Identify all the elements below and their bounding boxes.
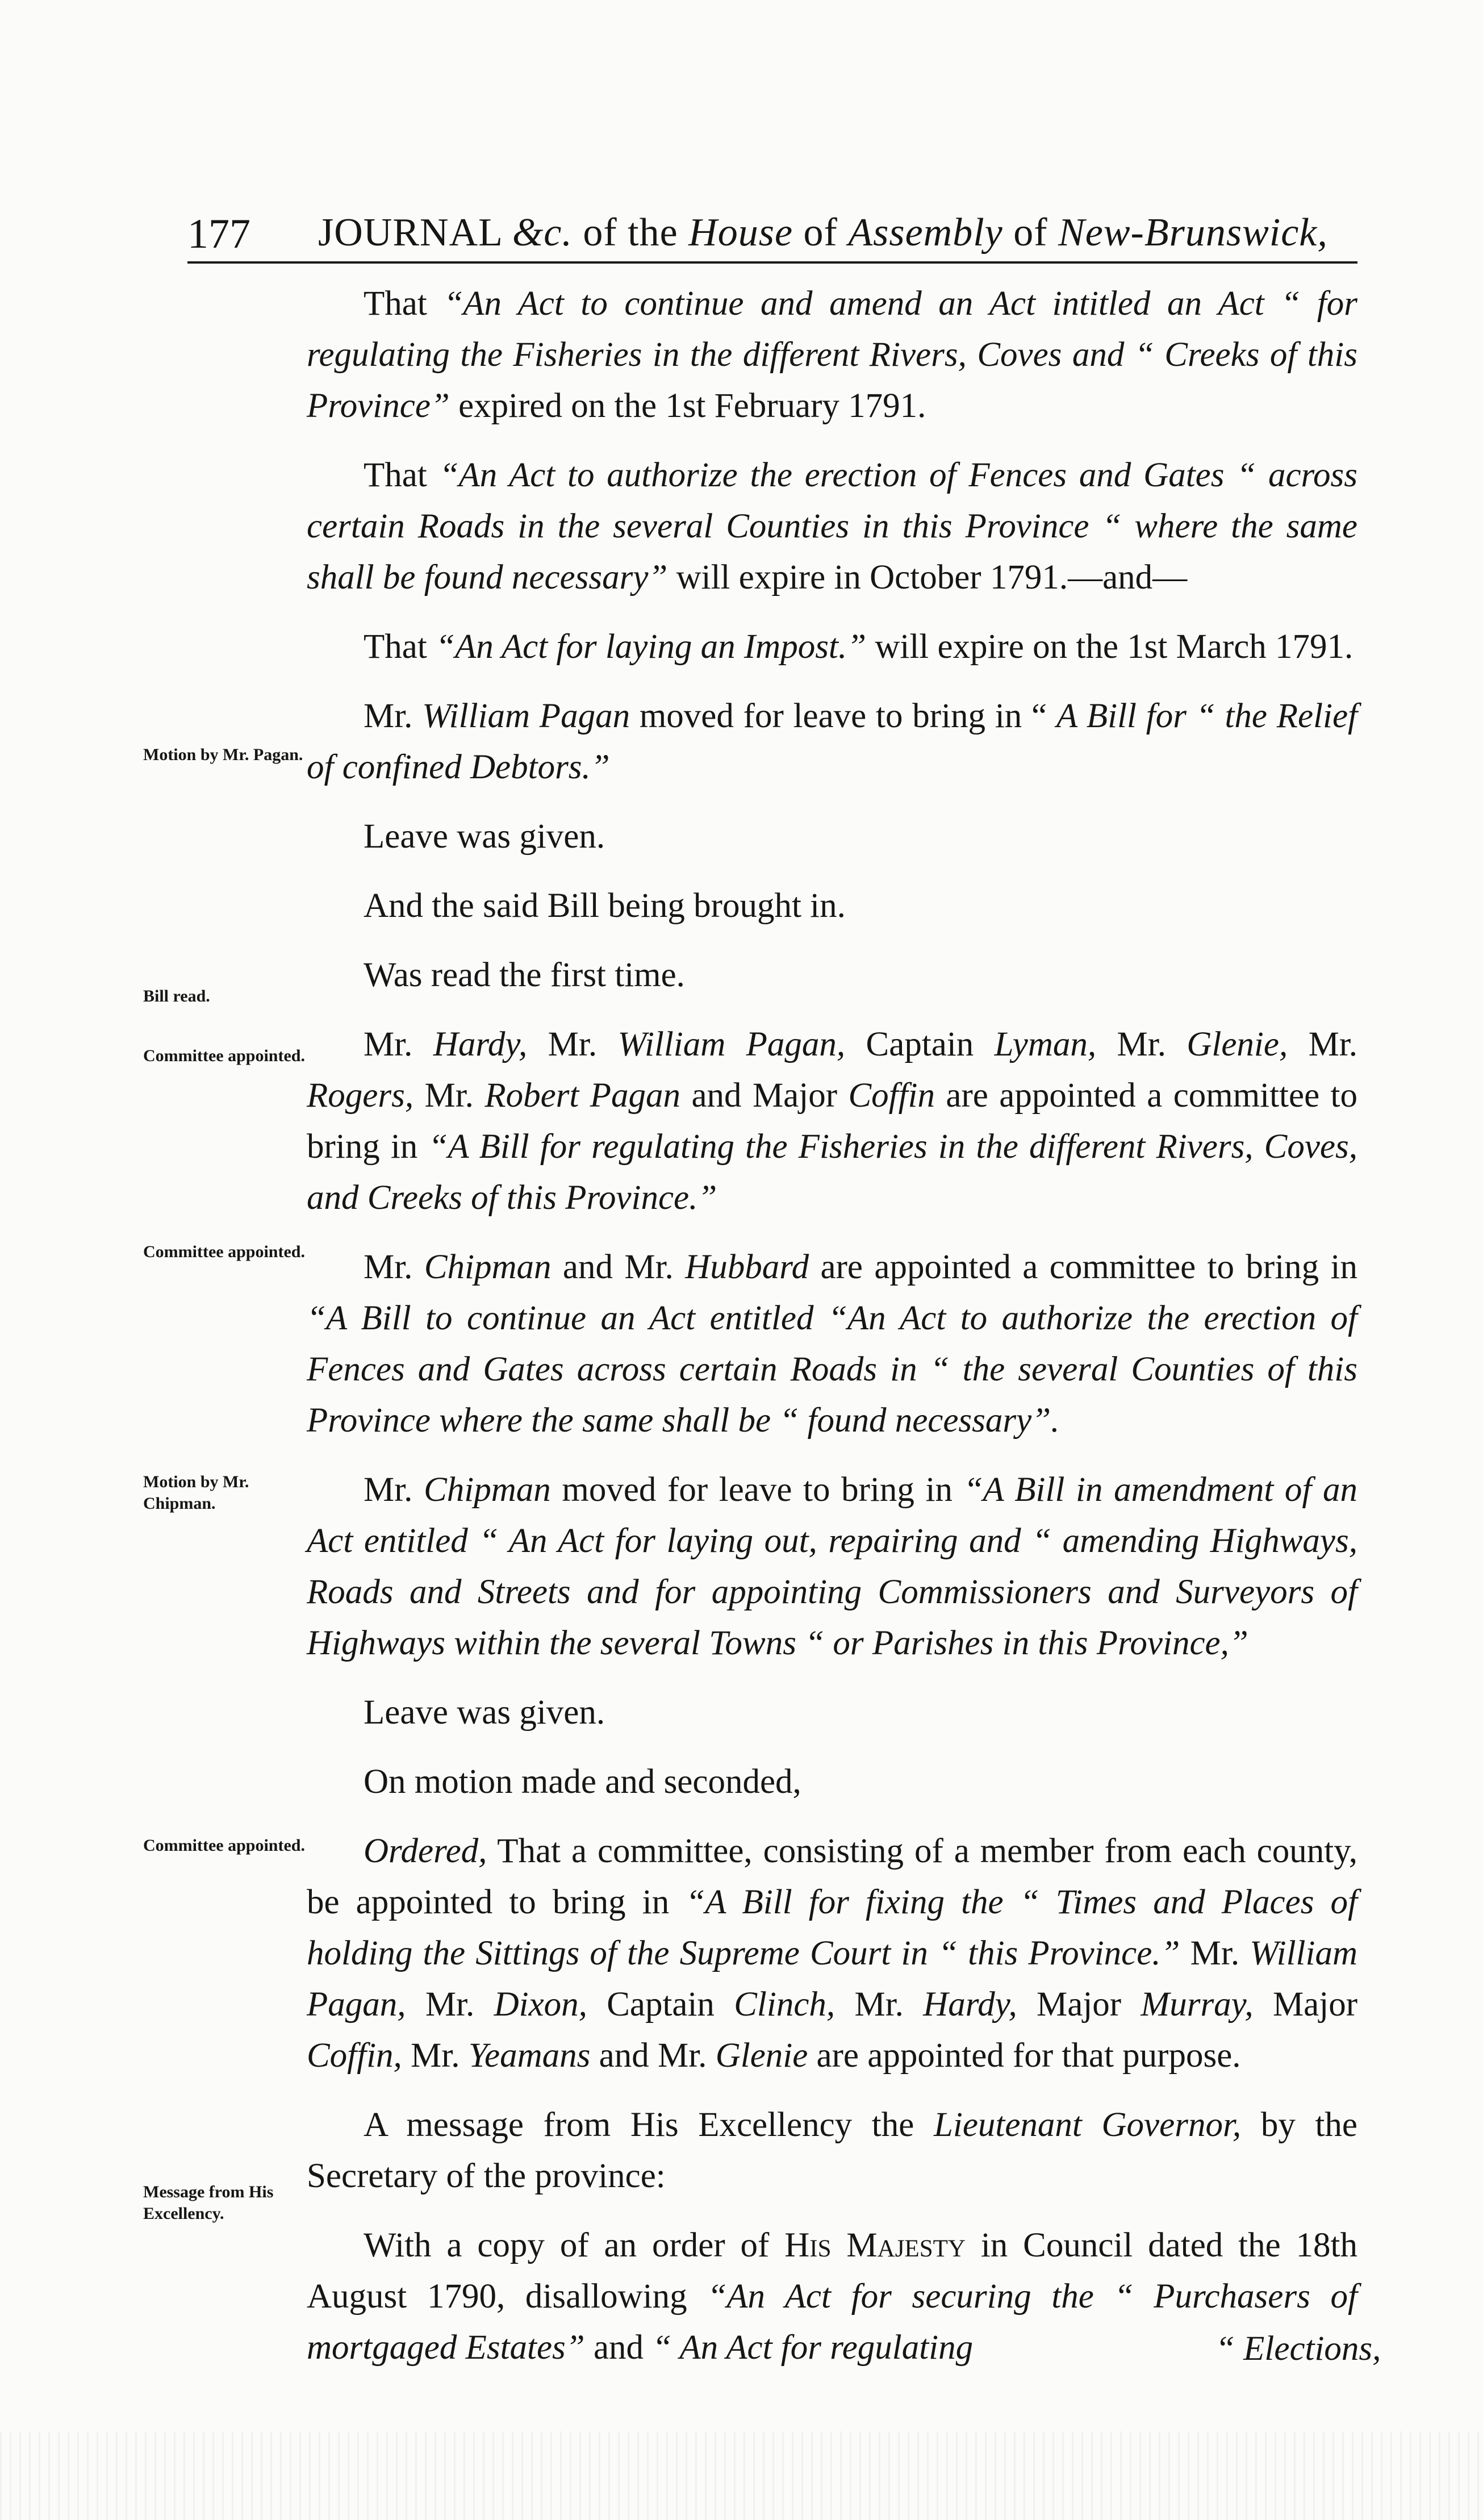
journal-body <box>307 278 1357 2392</box>
paragraph: A message from His Excellency the Lieutenant Governor, by the Secretary of the province: <box>307 2106 1357 2195</box>
margin-note: Committee appointed. <box>143 1836 305 1855</box>
page-edge-speckle <box>0 2431 1483 2520</box>
paragraph: That “An Act for laying an Impost.” will expire on the 1st March 1791. <box>364 628 1354 666</box>
margin-note: Message from His Excellency. <box>143 2183 274 2223</box>
paragraph: Was read the first time. <box>364 956 685 994</box>
paragraph: Ordered, That a committee, consisting of a member from each county, be appointed to bring in “A Bill for fixing the “ Times and Places of holding the Sittings of the Supreme Court in “ this Province.” Mr. William Pagan, Mr. Dixon, Captain Clinch, Mr. Hardy, Major Murray, Major Coffin, Mr. Yeamans and Mr. Glenie are appointed for that purpose. <box>307 1832 1358 2075</box>
catchword: “ Elections, <box>1215 2330 1381 2368</box>
margin-note: Motion by Mr. Pagan. <box>143 745 303 764</box>
paragraph: On motion made and seconded, <box>364 1763 801 1801</box>
running-header <box>187 205 1357 264</box>
paragraph: Leave was given. <box>364 817 605 856</box>
paragraph: Mr. Chipman moved for leave to bring in “A Bill in amendment of an Act entitled “ An Act for laying out, repairing and “ amending Highways, Roads and Streets and for appointing Commissioners and Surveyors of Highways within the several Towns “ or Parishes in this Province,” <box>307 1471 1357 1662</box>
paragraph: That “An Act to authorize the erection of Fences and Gates “ across certain Roads in the several Counties in this Province “ where the same shall be found necessary” will expire in October 1791.—and— <box>307 456 1357 596</box>
paragraph: Leave was given. <box>364 1693 605 1732</box>
paragraph: And the said Bill being brought in. <box>364 887 846 925</box>
paragraph: With a copy of an order of His Majesty in Council dated the 18th August 1790, disallowing “An Act for securing the “ Purchasers of mortgaged Estates” and “ An Act for regulating <box>307 2226 1358 2367</box>
paragraph: Mr. Hardy, Mr. William Pagan, Captain Lyman, Mr. Glenie, Mr. Rogers, Mr. Robert Pagan and Major Coffin are appointed a committee to bring in “A Bill for regulating the Fisheries in the different Rivers, Coves, and Creeks of this Province.” <box>307 1025 1358 1217</box>
page-title: JOURNAL &c. of the House of Assembly of New-Brunswick, <box>318 211 1328 254</box>
paragraph: Mr. William Pagan moved for leave to bring in “ A Bill for “ the Relief of confined Debtors.” <box>307 697 1358 786</box>
margin-note: Committee appointed. <box>143 1046 305 1065</box>
page-number: 177 <box>187 211 250 257</box>
paragraph: Mr. Chipman and Mr. Hubbard are appointed a committee to bring in “A Bill to continue an Act entitled “An Act to authorize the erection of Fences and Gates across certain Roads in “ the several Counties of this Province where the same shall be “ found necessary”. <box>307 1248 1357 1440</box>
margin-note: Committee appointed. <box>143 1242 305 1261</box>
paragraph: That “An Act to continue and amend an Act intitled an Act “ for regulating the Fisheries in the different Rivers, Coves and “ Creeks of this Province” expired on the 1st February 1791. <box>307 285 1357 425</box>
margin-note: Motion by Mr. Chipman. <box>143 1472 249 1513</box>
margin-note: Bill read. <box>143 987 210 1006</box>
